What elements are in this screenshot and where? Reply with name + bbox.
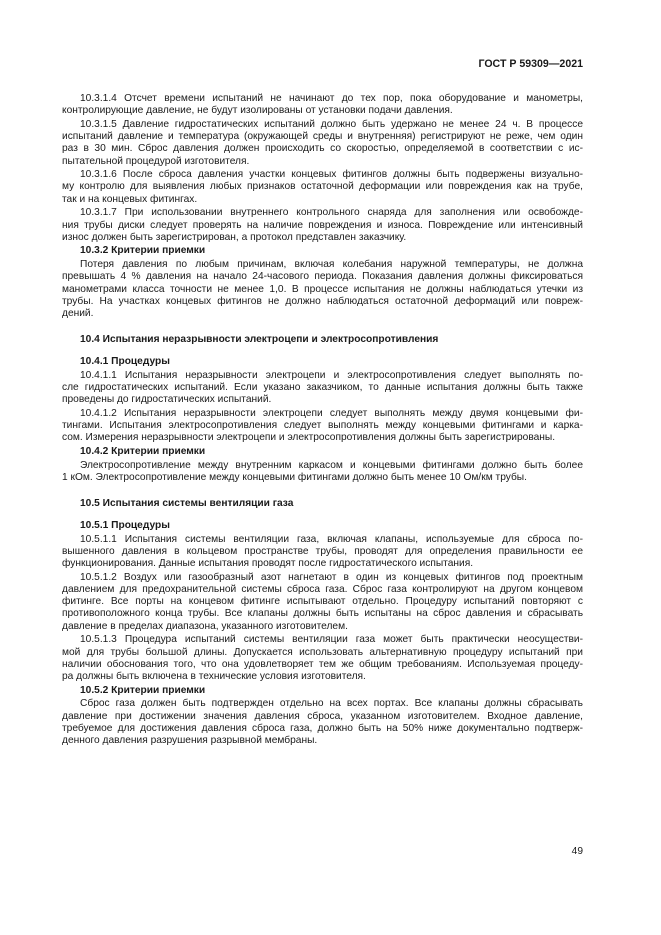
text-line: мой для трубы большой длины. Допускается использовать альтернативную процедуру испытаний при xyxy=(62,646,583,658)
acceptance-criteria-10-4-2 xyxy=(62,460,583,484)
text-line: 10.4.1.2 Испытания неразрывности электроцепи следует выполнять между двумя концевыми фи- xyxy=(80,407,583,419)
clause-10-3-1-4 xyxy=(62,93,583,117)
clause-10-5-1-1 xyxy=(62,534,583,571)
text-line: Электросопротивление между внутренним каркасом и концевыми фитингами должно быть более xyxy=(80,459,583,471)
text-line: требуемое для достижения давления сброса газа, должно быть на 50% ниже документально подтверж- xyxy=(62,722,583,734)
heading-10-4-2 xyxy=(62,446,583,458)
text-line: 10.5.1.2 Воздух или газообразный азот нагнетают в один из концевых фитингов под проектным xyxy=(80,571,583,583)
section-heading: 10.5 Испытания системы вентиляции газа xyxy=(80,497,294,509)
subsection-heading: 10.3.2 Критерии приемки xyxy=(80,245,206,257)
heading-10-4 xyxy=(62,334,583,346)
text-line: трубы. На участках концевых фитингов не должно наблюдаться остаточной деформаций или повреж- xyxy=(62,295,583,307)
text-line: противоположного конца трубы. Все клапаны должны быть испытаны на сброс давления и сбрасывать xyxy=(62,608,583,620)
text-line: дений. xyxy=(62,307,94,319)
clause-10-5-1-3 xyxy=(62,634,583,683)
text-line: му контролю для выявления любых признаков остаточной деформации или повреждения как на трубе, xyxy=(62,181,583,193)
text-line: ра должны быть включена в технические условия изготовителя. xyxy=(62,670,366,682)
subsection-heading: 10.5.1 Процедуры xyxy=(80,519,170,531)
section-heading: 10.4 Испытания неразрывности электроцепи и электросопротивления xyxy=(80,334,439,346)
text-line: так и на концевых фитингах. xyxy=(62,193,198,205)
text-line: сле гидростатических испытаний. Если указано заказчиком, то данные испытания должны быть также xyxy=(62,381,583,393)
text-line: функционирования. Данные испытания проводят после гидростатического испытания. xyxy=(62,558,474,570)
text-line: давлением для предохранительной системы сброса газа. Сброс газа контролируют на другом концевом xyxy=(62,583,583,595)
heading-10-5-2 xyxy=(62,685,583,697)
text-line: вышенного давления в кольцевом пространстве трубы, проводят для определения правильности ее xyxy=(62,545,583,557)
text-line: проведены до гидростатических испытаний. xyxy=(62,394,272,406)
heading-10-4-1 xyxy=(62,356,583,368)
subsection-heading: 10.5.2 Критерии приемки xyxy=(80,684,206,696)
text-line: 10.5.1.3 Процедура испытаний системы вентиляции газа может быть практически неосуществи- xyxy=(80,634,583,646)
clause-10-3-1-6 xyxy=(62,169,583,206)
text-line: износ должен быть зарегистрирован, а протокол представлен заказчику. xyxy=(62,231,407,243)
heading-10-5-1 xyxy=(62,520,583,532)
text-line: 10.3.1.6 После сброса давления участки концевых фитингов должны быть подвержены визуально- xyxy=(80,169,583,181)
text-line: манометрами класса точности не менее 1,0. В процессе испытания не должны наблюдаться утечки из xyxy=(62,283,583,295)
text-line: 10.3.1.5 Давление гидростатических испытаний должно быть удержано не менее 24 ч. В процессе xyxy=(80,118,583,130)
text-line: наличии обоснования того, что она удовлетворяет тем же общим требованиям. Используемая процеду- xyxy=(62,658,583,670)
text-line: Сброс газа должен быть подтвержден отдельно на всех портах. Все клапаны должны сбрасывать xyxy=(80,698,583,710)
text-line: 10.4.1.1 Испытания неразрывности электроцепи и электросопротивления следует выполнять по- xyxy=(80,369,583,381)
document-body xyxy=(62,93,583,747)
text-line: давление в пределах диапазона, указанного изготовителем. xyxy=(62,620,348,632)
subsection-heading: 10.4.2 Критерии приемки xyxy=(80,445,206,457)
text-line: давление при достижении значения давления сброса, указанном изготовителем. Входное давление, xyxy=(62,710,583,722)
text-line: Потеря давления по любым причинам, включая колебания наружной температуры, не должна xyxy=(80,259,583,271)
text-line: денного давления разрушения разрывной мембраны. xyxy=(62,734,318,746)
document-code: ГОСТ Р 59309—2021 xyxy=(478,58,583,70)
clause-10-3-1-7 xyxy=(62,207,583,244)
acceptance-criteria-10-5-2 xyxy=(62,698,583,747)
heading-10-5 xyxy=(62,498,583,510)
clause-10-5-1-2 xyxy=(62,572,583,633)
text-line: раз в 30 мин. Сброс давления должен происходить со скоростью, определяемой в соответствии с ис- xyxy=(62,143,583,155)
heading-10-3-2 xyxy=(62,245,583,257)
subsection-heading: 10.4.1 Процедуры xyxy=(80,356,170,368)
clause-10-3-1-5 xyxy=(62,119,583,168)
text-line: 10.3.1.7 При использовании внутреннего контрольного снаряда для заполнения или освобожде- xyxy=(80,207,583,219)
clause-10-4-1-2 xyxy=(62,408,583,445)
text-line: 1 кОм. Электросопротивление между концевыми фитингами должно быть менее 10 Ом/км трубы. xyxy=(62,471,527,483)
text-line: 10.5.1.1 Испытания системы вентиляции газа, включая клапаны, используемые для сброса по- xyxy=(80,533,583,545)
text-line: фитинге. Все порты на концевом фитинге испытывают отдельно. Процедуру испытаний повторяют с xyxy=(62,596,583,608)
acceptance-criteria-10-3-2 xyxy=(62,259,583,320)
text-line: пытательной процедурой изготовителя. xyxy=(62,155,250,167)
text-line: тингами. Испытания электросопротивления следует выполнять между концевыми фитингами и карка- xyxy=(62,420,583,432)
text-line: контролирующие давление, не будут изолированы от установки подачи давления. xyxy=(62,105,453,117)
text-line: ния трубы диски следует проверять на наличие повреждения и износа. Повреждение или интенсивный xyxy=(62,219,583,231)
text-line: испытаний давление и температура (окружающей среды и внутренняя) регистрируют не реже, чем один xyxy=(62,131,583,143)
page-number: 49 xyxy=(571,846,583,857)
clause-10-4-1-1 xyxy=(62,370,583,407)
text-line: превышать 4 % давления на начало 24-часового периода. Показания давления должны фиксироваться xyxy=(62,271,583,283)
text-line: 10.3.1.4 Отсчет времени испытаний не начинают до тех пор, пока оборудование и манометры, xyxy=(80,93,583,104)
text-line: сом. Измерения неразрывности электроцепи и электросопротивления должны быть зарегистрированы. xyxy=(62,432,556,444)
